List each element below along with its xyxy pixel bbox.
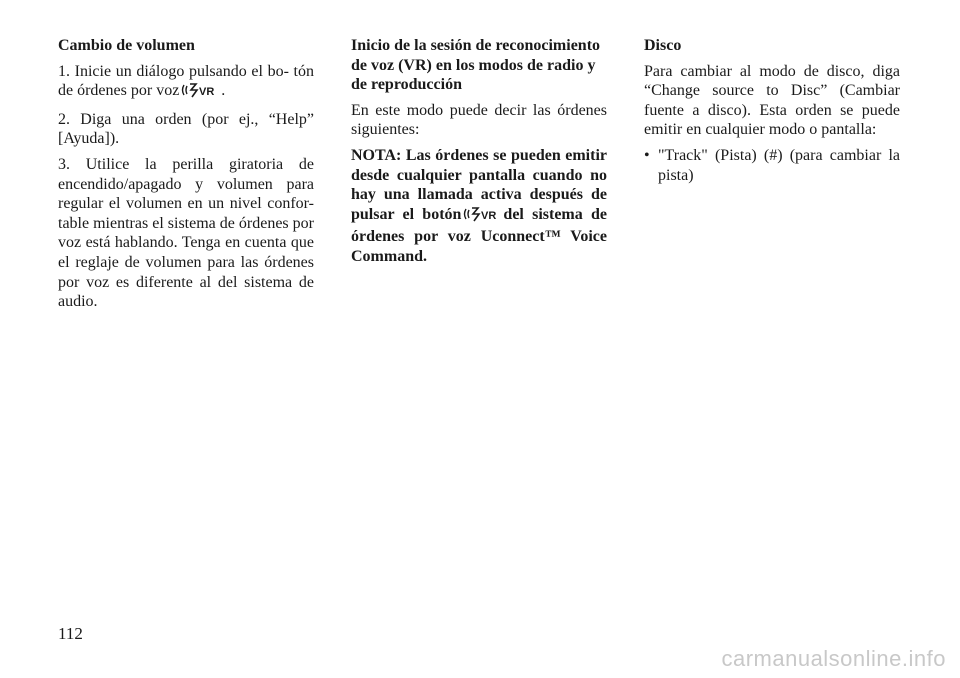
column-left bbox=[58, 36, 314, 318]
step-3: 3. Utilice la perilla giratoria de encendido/apagado y volumen para regular el volumen en un nivel confor- table mientras el sistema de órdenes por voz está hablando. Tenga en cuenta que el reglaje de volumen para las órdenes por voz es diferente al del sistema de audio. bbox=[58, 155, 314, 311]
list-item-text: "Track" (Pista) (#) (para cambiar la pista) bbox=[658, 146, 900, 184]
disco-paragraph: Para cambiar al modo de disco, diga “Change source to Disc” (Cambiar fuente a disco). Esta orden se puede emitir en cualquier modo o pantalla: bbox=[644, 62, 900, 139]
step-1 bbox=[58, 62, 314, 104]
voice-command-icon bbox=[181, 82, 219, 104]
step-2: 2. Diga una orden (por ej., “Help” [Ayuda]). bbox=[58, 110, 314, 148]
bullet-icon: • bbox=[644, 146, 650, 164]
note-text-end: del sistema de órdenes por voz Uconnect™ Voice Command. bbox=[351, 205, 607, 265]
heading-inicio-vr: Inicio de la sesión de reconocimiento de voz (VR) en los modos de radio y de reproducción bbox=[351, 37, 601, 94]
step-1-text: 1. Inicie un diálogo pulsando el bo- tón de órdenes por voz bbox=[58, 62, 314, 100]
step-1-end: . bbox=[221, 82, 226, 100]
list-item bbox=[644, 146, 900, 185]
voice-command-icon bbox=[463, 206, 501, 228]
column-middle bbox=[351, 36, 607, 273]
heading-disco: Disco bbox=[644, 37, 682, 54]
column-right bbox=[644, 36, 900, 185]
heading-cambio-de-volumen: Cambio de volumen bbox=[58, 37, 195, 54]
command-list bbox=[644, 146, 900, 185]
vr-icon-label: VR bbox=[481, 209, 497, 222]
note-paragraph bbox=[351, 146, 607, 267]
vr-icon-label: VR bbox=[199, 86, 215, 99]
page-number: 112 bbox=[58, 624, 83, 643]
note-text: NOTA: Las órdenes se pueden emitir desde cualquier pantalla cuando no hay una llamada activa después de pulsar el botón bbox=[351, 146, 607, 223]
intro-paragraph: En este modo puede decir las órdenes siguientes: bbox=[351, 101, 607, 139]
watermark: carmanualsonline.info bbox=[721, 646, 946, 671]
